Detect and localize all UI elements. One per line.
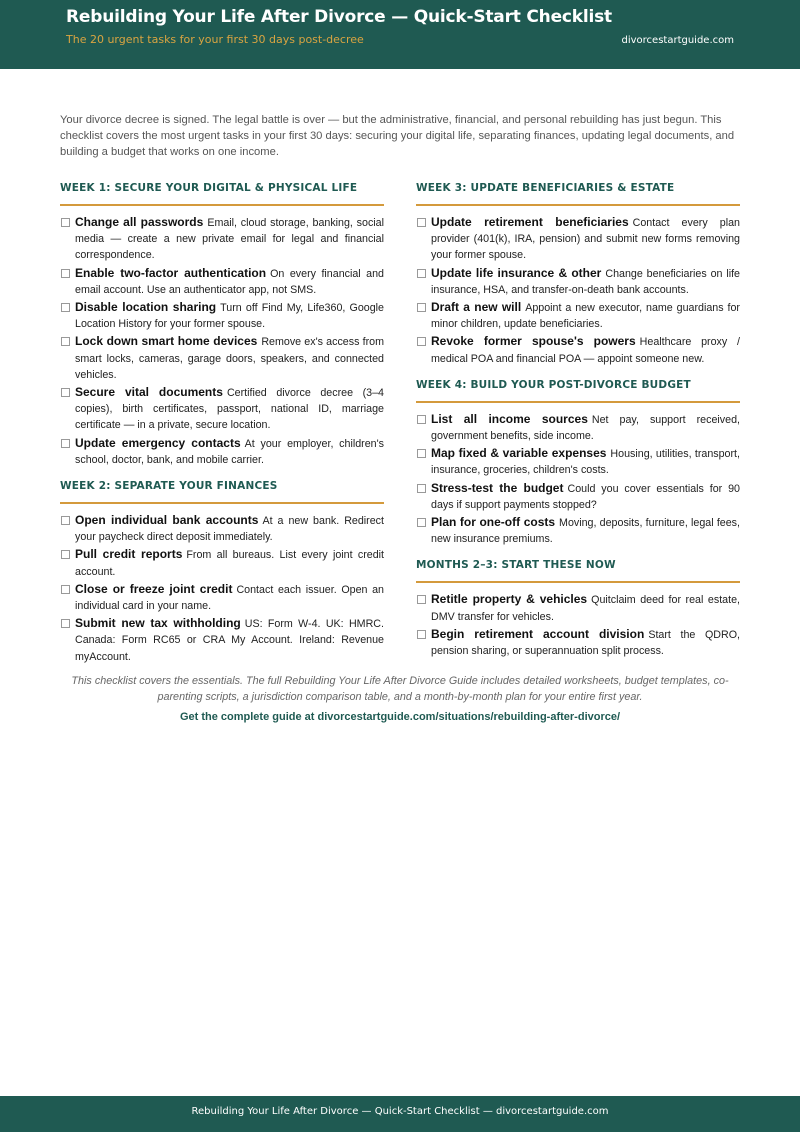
task-description: At a new bank. Redirect your paycheck direct deposit immediately.	[75, 515, 384, 544]
task-item	[60, 214, 384, 264]
task-item	[416, 265, 740, 298]
task-item	[416, 591, 740, 624]
checkbox[interactable]	[417, 595, 426, 604]
section-week-3	[416, 182, 740, 367]
section-title: WEEK 2: SEPARATE YOUR FINANCES	[60, 480, 384, 504]
task-item	[60, 512, 384, 545]
task-name: Secure vital documents	[75, 385, 223, 400]
task-name: Update emergency contacts	[75, 435, 241, 450]
checkbox[interactable]	[61, 218, 70, 227]
checkbox[interactable]	[61, 388, 70, 397]
bottom-bar	[0, 1096, 800, 1132]
section-title: MONTHS 2–3: START THESE NOW	[416, 559, 740, 583]
task-item	[416, 626, 740, 659]
task-item	[60, 333, 384, 383]
task-name: Stress-test the budget	[431, 480, 564, 495]
task-item	[416, 333, 740, 366]
section-week-1	[60, 182, 384, 468]
right-column	[416, 182, 740, 671]
task-name: Begin retirement account division	[431, 626, 645, 641]
task-item	[416, 514, 740, 547]
task-name: Lock down smart home devices	[75, 334, 258, 349]
task-description: Could you cover essentials for 90 days if support payments stopped?	[431, 482, 740, 511]
task-name: List all income sources	[431, 411, 588, 426]
task-item	[60, 581, 384, 614]
checkbox[interactable]	[417, 303, 426, 312]
checkbox[interactable]	[61, 516, 70, 525]
page-subtitle: The 20 urgent tasks for your first 30 days post-decree	[66, 33, 364, 46]
task-item	[416, 214, 740, 264]
section-week-2	[60, 480, 384, 665]
header-site-name: divorcestartguide.com	[621, 35, 734, 46]
checkbox[interactable]	[61, 619, 70, 628]
guide-link[interactable]: Get the complete guide at divorcestartguide.com/situations/rebuilding-after-divorce/	[179, 711, 621, 723]
checkbox[interactable]	[61, 303, 70, 312]
section-months-2-3	[416, 559, 740, 659]
section-title: WEEK 3: UPDATE BENEFICIARIES & ESTATE	[416, 182, 740, 206]
task-description: Remove ex's access from smart locks, cameras, garage doors, speakers, and connected vehicles.	[75, 336, 385, 381]
task-description: At your employer, children's school, doctor, bank, and mobile carrier.	[75, 437, 384, 466]
task-name: Disable location sharing	[75, 300, 217, 315]
task-description: Quitclaim deed for real estate, DMV transfer for vehicles.	[431, 594, 740, 623]
task-description: Contact each issuer. Open an individual card in your name.	[75, 583, 385, 613]
task-item	[60, 299, 384, 332]
checkbox[interactable]	[417, 218, 426, 227]
task-name: Plan for one-off costs	[431, 515, 556, 530]
checkbox[interactable]	[417, 449, 426, 458]
task-description: On every financial and email account. Use an authenticator app, not SMS.	[75, 267, 385, 296]
task-item	[60, 384, 384, 434]
checkbox[interactable]	[417, 484, 426, 493]
task-name: Retitle property & vehicles	[431, 592, 588, 607]
task-name: Submit new tax withholding	[75, 616, 241, 631]
section-week-4	[416, 379, 740, 548]
task-description: Moving, deposits, furniture, legal fees, new insurance premiums.	[431, 517, 740, 546]
task-description: Healthcare proxy / medical POA and financial POA — appoint someone new.	[431, 336, 740, 365]
task-description: Turn off Find My, Life360, Google Location History for your former spouse.	[75, 302, 384, 331]
task-description: Appoint a new executor, name guardians for minor children, update beneficiaries.	[431, 302, 740, 331]
left-column	[60, 182, 384, 677]
task-description: US: Form W-4. UK: HMRC. Canada: Form RC65 or CRA My Account. Ireland: Revenue myAccount.	[75, 618, 384, 663]
task-description: Email, cloud storage, banking, social media — create a new private email for legal and financial correspondence.	[75, 217, 384, 262]
checkbox[interactable]	[417, 269, 426, 278]
checkbox[interactable]	[61, 439, 70, 448]
task-item	[60, 546, 384, 579]
checkbox[interactable]	[417, 518, 426, 527]
checkbox[interactable]	[417, 415, 426, 424]
task-description: Start the QDRO, pension sharing, or superannuation split process.	[431, 628, 740, 658]
task-description: Housing, utilities, transport, insurance, groceries, children's costs.	[431, 448, 740, 477]
task-item	[416, 299, 740, 332]
task-item	[416, 411, 740, 444]
checkbox[interactable]	[61, 585, 70, 594]
task-description: Certified divorce decree (3–4 copies), birth certificates, passport, national ID, marriage certificate — in a private, secure location.	[75, 387, 384, 432]
checkbox[interactable]	[61, 269, 70, 278]
checkbox[interactable]	[417, 630, 426, 639]
page-title: Rebuilding Your Life After Divorce — Quick-Start Checklist	[66, 7, 612, 27]
task-name: Enable two-factor authentication	[75, 265, 267, 280]
task-item	[60, 265, 384, 298]
task-name: Pull credit reports	[75, 547, 183, 562]
checkbox[interactable]	[61, 337, 70, 346]
task-item	[60, 435, 384, 468]
checkbox[interactable]	[61, 550, 70, 559]
task-name: Close or freeze joint credit	[75, 581, 233, 596]
task-description: From all bureaus. List every joint credit account.	[75, 549, 384, 578]
page-header	[0, 0, 800, 69]
intro-paragraph: Your divorce decree is signed. The legal battle is over — but the administrative, financial, and personal rebuilding has just begun. This checklist covers the most urgent tasks in your first 30 days: securing your digital life, separating finances, updating legal documents, and building a budget that works on one income.	[60, 114, 735, 158]
task-description: Contact every plan provider (401(k), IRA, pension) and submit new forms removing your former spouse.	[431, 217, 740, 262]
task-name: Change all passwords	[75, 215, 204, 229]
section-title: WEEK 1: SECURE YOUR DIGITAL & PHYSICAL LIFE	[60, 182, 384, 206]
task-item	[60, 615, 384, 665]
task-name: Map fixed & variable expenses	[431, 446, 607, 461]
section-title: WEEK 4: BUILD YOUR POST-DIVORCE BUDGET	[416, 379, 740, 403]
checkbox[interactable]	[417, 337, 426, 346]
task-description: Net pay, support received, government benefits, side income.	[431, 413, 740, 443]
task-item	[416, 480, 740, 513]
bottom-bar-text: Rebuilding Your Life After Divorce — Quick-Start Checklist — divorcestartguide.com	[191, 1106, 609, 1117]
task-item	[416, 445, 740, 478]
task-description: Change beneficiaries on life insurance, HSA, and transfer-on-death bank accounts.	[431, 267, 740, 296]
task-name: Revoke former spouse's powers	[431, 334, 636, 349]
task-name: Draft a new will	[431, 300, 522, 315]
task-name: Update life insurance & other	[431, 265, 602, 280]
task-name: Update retirement beneficiaries	[431, 215, 629, 229]
task-name: Open individual bank accounts	[75, 513, 259, 528]
footer-note: This checklist covers the essentials. The full Rebuilding Your Life After Divorce Guide includes detailed worksheets, budget templates, co-parenting scripts, a jurisdiction comparison table, and a month-by-month plan for your entire first year.	[71, 675, 729, 703]
